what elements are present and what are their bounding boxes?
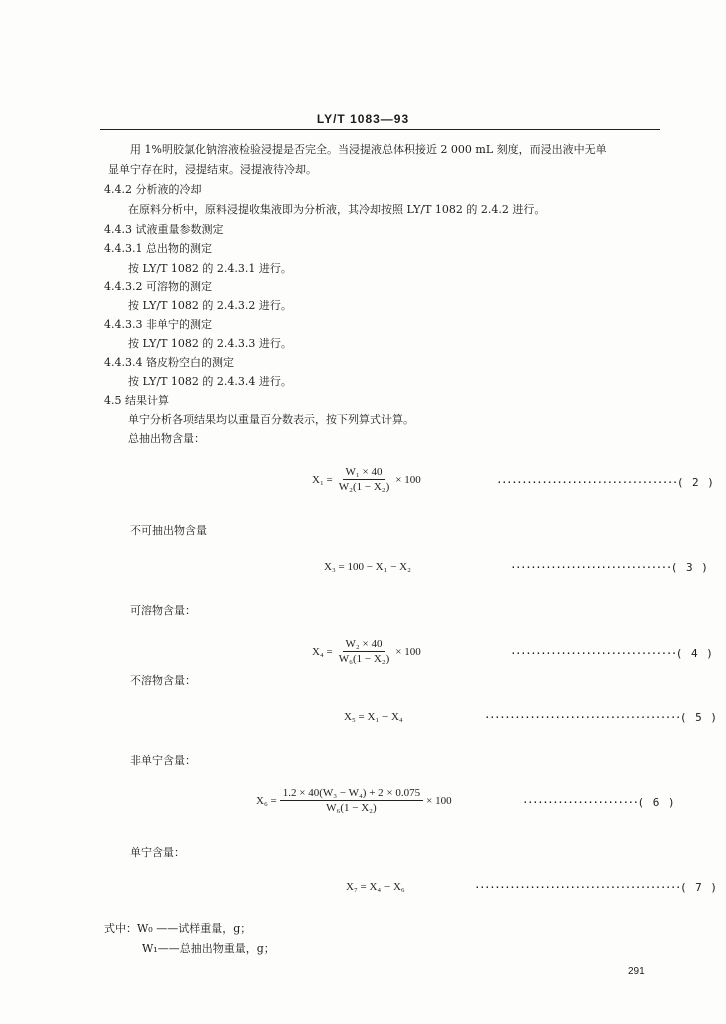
fraction-numerator: W₁ × 40 (343, 466, 386, 480)
section-heading: 4.4.3.1 总出物的测定 (104, 242, 212, 255)
section-heading: 4.4.3.3 非单宁的测定 (104, 318, 212, 331)
equation-number: ·································( 4 ) (510, 647, 714, 660)
formula-label: 单宁含量： (130, 846, 185, 859)
section-heading: 4.5 结果计算 (104, 394, 169, 407)
formula-label: 不溶物含量： (130, 674, 196, 687)
section-text: 按 LY/T 1082 的 2.4.3.3 进行。 (128, 337, 292, 350)
equation-3: X₃ = 100 − X₁ − X₂ (324, 561, 411, 573)
fraction-numerator: W₂ × 40 (343, 638, 386, 652)
section-text: 按 LY/T 1082 的 2.4.3.4 进行。 (128, 375, 292, 388)
header-rule (100, 129, 660, 130)
equation-number: ································( 3 ) (510, 561, 709, 574)
section-text: 单宁分析各项结果均以重量百分数表示，按下列算式计算。 (128, 413, 414, 426)
equation-tail: × 100 (395, 645, 421, 658)
equation-number: ·········································( 7 ) (474, 881, 719, 894)
equation-number: ·······································( 5 ) (484, 711, 719, 724)
section-heading: 4.4.3.4 铬皮粉空白的测定 (104, 356, 234, 369)
formula-label: 非单宁含量： (130, 754, 196, 767)
formula-label: 总抽出物含量： (128, 432, 205, 445)
paragraph-line: 用 1%明胶氯化钠溶液检验浸提是否完全。当浸提液总体积接近 2 000 mL 刻度，而浸出液中无单 (130, 143, 607, 156)
fraction (336, 638, 393, 665)
equation-number: ····································( 2 ) (496, 476, 715, 489)
formula-label: 不可抽出物含量 (130, 524, 207, 537)
variable-legend-line: 式中：W₀ ——试样重量，g； (104, 922, 252, 935)
equation-7: X₇ = X₄ − X₆ (346, 881, 405, 893)
section-heading: 4.4.3 试液重量参数测定 (104, 223, 224, 236)
fraction (280, 787, 423, 814)
fraction (336, 466, 393, 493)
equation-number: ·······················( 6 ) (522, 796, 676, 809)
equation-4 (312, 638, 421, 665)
section-heading: 4.4.3.2 可溶物的测定 (104, 280, 212, 293)
paragraph-line: 显单宁存在时，浸提结束。浸提液待冷却。 (108, 163, 317, 176)
fraction-denominator: W₆(1 − X₂) (338, 653, 390, 665)
standard-header: LY/T 1083—93 (316, 112, 410, 126)
equation-lhs: X₆ = (256, 794, 277, 807)
variable-legend-line: W₁——总抽出物重量，g； (142, 942, 275, 955)
equation-lhs: X₄ = (312, 645, 333, 658)
fraction-denominator: W₆(1 − X₂) (326, 802, 377, 814)
section-text: 在原料分析中，原料浸提收集液即为分析液，其冷却按照 LY/T 1082 的 2.4.2 进行。 (128, 203, 546, 216)
fraction-numerator: 1.2 × 40(W₃ − W₄) + 2 × 0.075 (280, 787, 423, 801)
equation-2 (312, 466, 421, 493)
equation-6 (256, 787, 452, 814)
equation-tail: × 100 (426, 794, 452, 807)
formula-label: 可溶物含量： (130, 604, 196, 617)
equation-lhs: X₁ = (312, 473, 333, 486)
section-text: 按 LY/T 1082 的 2.4.3.2 进行。 (128, 299, 292, 312)
section-heading: 4.4.2 分析液的冷却 (104, 183, 202, 196)
equation-5: X₅ = X₁ − X₄ (344, 711, 403, 723)
equation-tail: × 100 (395, 473, 421, 486)
section-text: 按 LY/T 1082 的 2.4.3.1 进行。 (128, 262, 292, 275)
fraction-denominator: W₂(1 − X₂) (338, 481, 390, 493)
page-number: 291 (628, 966, 645, 977)
